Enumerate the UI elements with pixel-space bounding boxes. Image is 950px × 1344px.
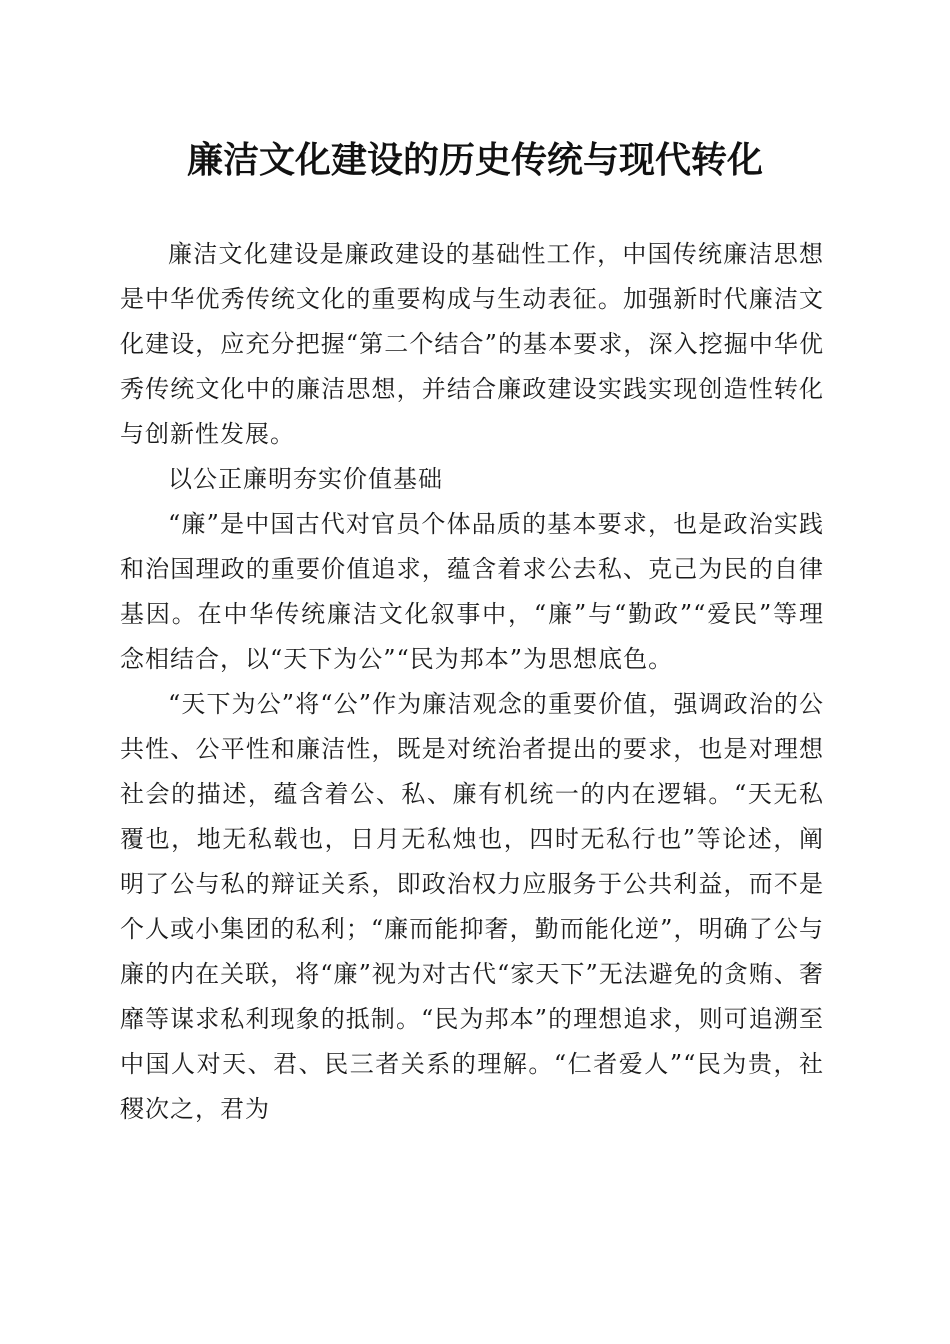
paragraph-intro: 廉洁文化建设是廉政建设的基础性工作，中国传统廉洁思想是中华优秀传统文化的重要构成与生动表征。加强新时代廉洁文化建设，应充分把握“第二个结合”的基本要求，深入挖掘中华优秀传统文化中的廉洁思想，并结合廉政建设实践实现创造性转化与创新性发展。 (120, 240, 824, 448)
document-body (120, 232, 824, 1132)
document-title: 廉洁文化建设的历史传统与现代转化 (186, 139, 763, 181)
paragraph-tianxia-weigong: “天下为公”将“公”作为廉洁观念的重要价值，强调政治的公共性、公平性和廉洁性，既是对统治者提出的要求，也是对理想社会的描述，蕴含着公、私、廉有机统一的内在逻辑。“天无私覆也，地无私载也，日月无私烛也，四时无私行也”等论述，阐明了公与私的辩证关系，即政治权力应服务于公共利益，而不是个人或小集团的私利；“廉而能抑奢，勤而能化逆”，明确了公与廉的内在关联，将“廉”视为对古代“家天下”无法避免的贪贿、奢靡等谋求私利现象的抵制。“民为邦本”的理想追求，则可追溯至中国人对天、君、民三者关系的理解。“仁者爱人”“民为贵，社稷次之，君为 (120, 690, 824, 1123)
section-heading: 以公正廉明夯实价值基础 (168, 465, 443, 493)
paragraph-lian-definition: “廉”是中国古代对官员个体品质的基本要求，也是政治实践和治国理政的重要价值追求，蕴含着求公去私、克己为民的自律基因。在中华传统廉洁文化叙事中，“廉”与“勤政”“爱民”等理念相结合，以“天下为公”“民为邦本”为思想底色。 (120, 510, 824, 673)
